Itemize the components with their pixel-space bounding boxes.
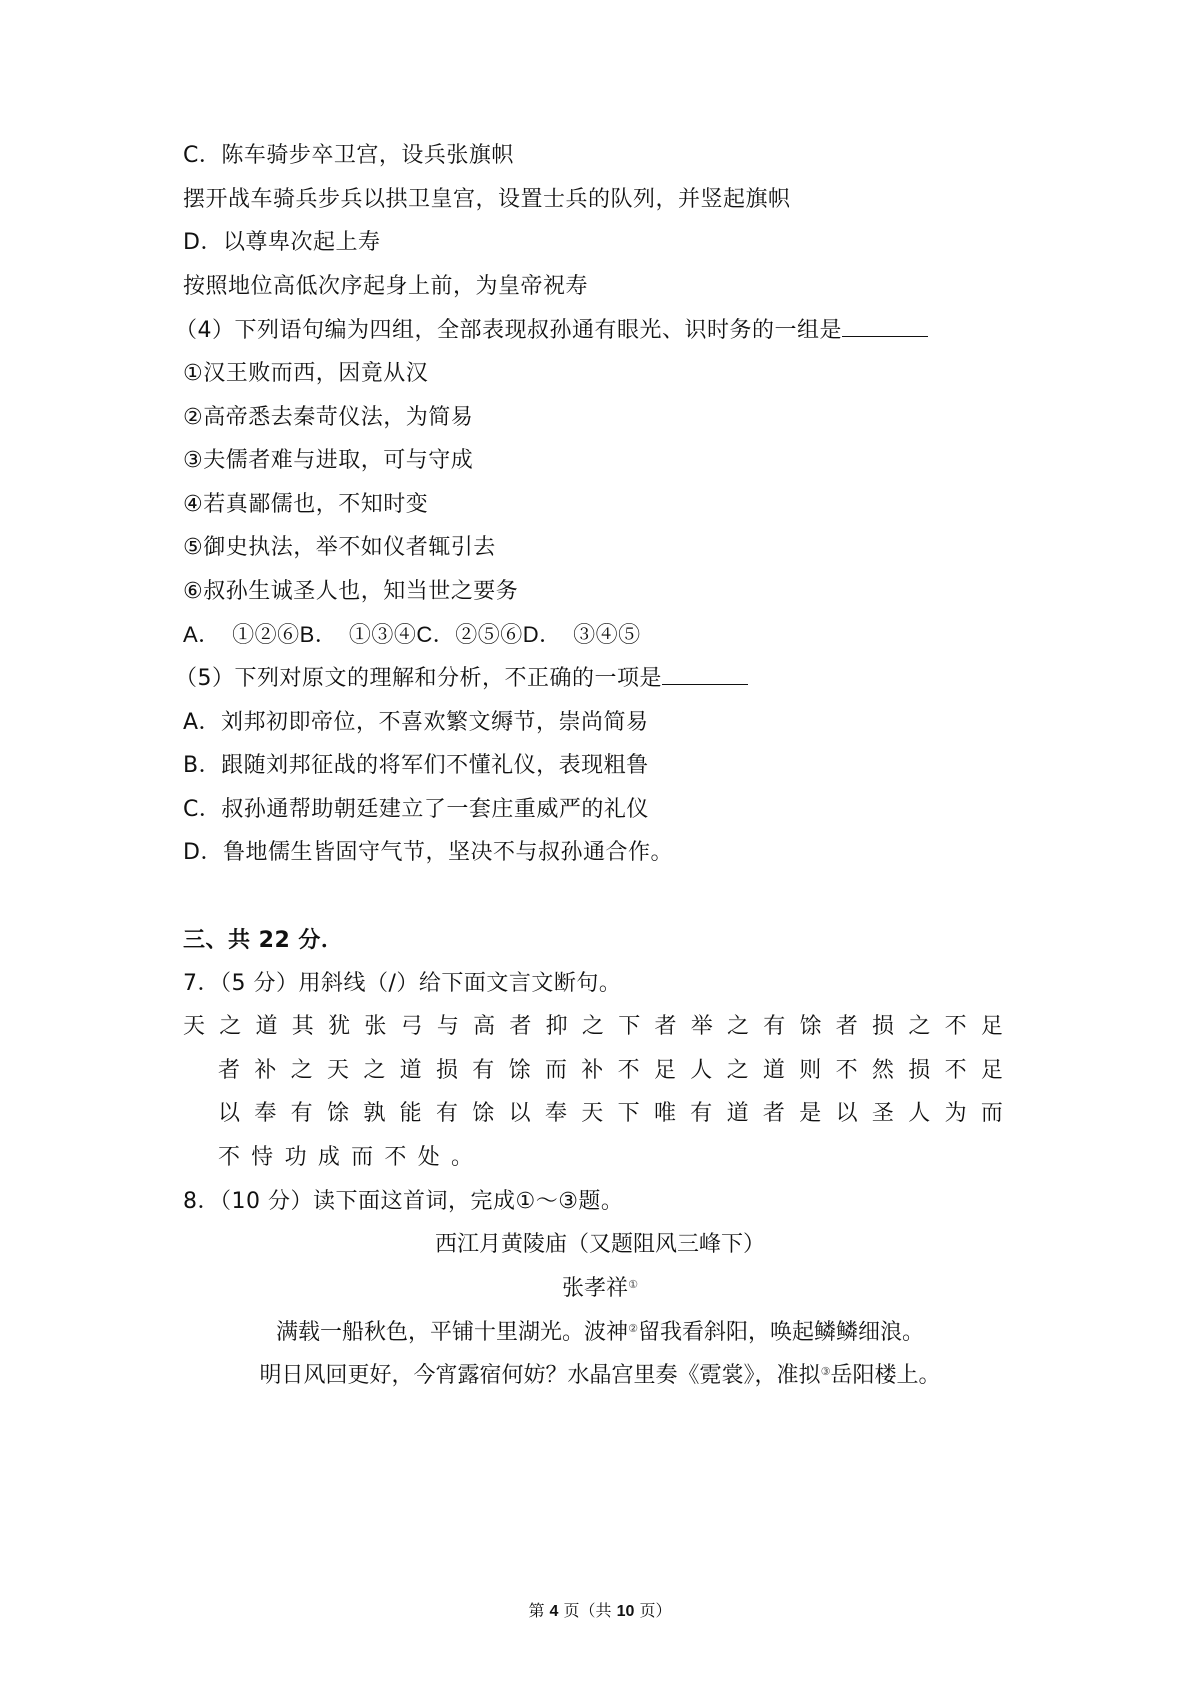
- q7-char: 有: [290, 1101, 313, 1126]
- q5-option: A．刘邦初即帝位，不喜欢繁文缛节，崇尚简易: [183, 710, 649, 735]
- q7-char: 馀: [508, 1058, 531, 1083]
- q7-char: 不: [944, 1058, 967, 1083]
- q7-char: 之: [726, 1014, 749, 1039]
- page-footer: [0, 1600, 1200, 1623]
- q4-item: ②高帝悉去秦苛仪法，为简易: [183, 405, 474, 430]
- q7-char: 之: [363, 1058, 386, 1083]
- q7-char: 足: [980, 1014, 1003, 1039]
- q7-text-line: [218, 1099, 1003, 1129]
- q7-char: 道: [255, 1014, 278, 1039]
- q7-char: 馀: [799, 1014, 822, 1039]
- poem-line-2: [0, 1361, 1200, 1391]
- q7-char: 以: [218, 1101, 241, 1126]
- q7-char: 成: [317, 1145, 340, 1170]
- q7-char: 之: [908, 1014, 931, 1039]
- q5-option: B．跟随刘邦征战的将军们不懂礼仪，表现粗鲁: [183, 753, 649, 778]
- section-title: 三、共 22 分．: [183, 928, 344, 953]
- q7-char: 之: [290, 1058, 313, 1083]
- footnote-marker: ①: [628, 1278, 638, 1291]
- q7-char: 人: [908, 1101, 931, 1126]
- q7-char: 有: [690, 1101, 713, 1126]
- q7-char: 举: [690, 1014, 713, 1039]
- q7-char: 者: [509, 1014, 532, 1039]
- q7-char: 不: [835, 1058, 858, 1083]
- q7-char: 者: [654, 1014, 677, 1039]
- q7-char: 以: [835, 1101, 858, 1126]
- poem-line-2-part-b: 岳阳楼上。: [830, 1363, 941, 1388]
- poem-line-1-part-a: 满载一船秋色，平铺十里湖光。波神: [276, 1320, 629, 1345]
- poem-author: [0, 1274, 1200, 1304]
- poem-line-1-part-b: 留我看斜阳，唤起鳞鳞细浪。: [637, 1320, 924, 1345]
- q7-char: 功: [284, 1145, 307, 1170]
- poem-line-1: [0, 1318, 1200, 1348]
- q7-char: 天: [183, 1014, 206, 1039]
- q7-char: 恃: [251, 1145, 274, 1170]
- q7-char: 能: [399, 1101, 422, 1126]
- q4-item: ③夫儒者难与进取，可与守成: [183, 448, 474, 473]
- footer-mid: 页（共: [558, 1601, 617, 1620]
- q7-char: 不: [944, 1014, 967, 1039]
- q7-text-line: [218, 1056, 1003, 1086]
- q7-char: 犹: [328, 1014, 351, 1039]
- q7-char: 不: [218, 1145, 241, 1170]
- q7-char: 是: [799, 1101, 822, 1126]
- q7-char: 而: [544, 1058, 567, 1083]
- q7-char: 奉: [254, 1101, 277, 1126]
- q7-char: 者: [218, 1058, 241, 1083]
- q7-char: 孰: [363, 1101, 386, 1126]
- q7-char: 人: [690, 1058, 713, 1083]
- q7-char: 高: [473, 1014, 496, 1039]
- q7-char: 有: [763, 1014, 786, 1039]
- q7-char: 补: [254, 1058, 277, 1083]
- q4-stem: [175, 316, 1025, 346]
- q7-char: 圣: [871, 1101, 894, 1126]
- q7-char: 以: [508, 1101, 531, 1126]
- q7-char: 足: [980, 1058, 1003, 1083]
- q4-answer-blank: [842, 316, 928, 337]
- q7-char: 唯: [653, 1101, 676, 1126]
- q7-char: 而: [351, 1145, 374, 1170]
- q7-char: 张: [364, 1014, 387, 1039]
- q7-char: 下: [617, 1101, 640, 1126]
- q4-item: ①汉王败而西，因竟从汉: [183, 361, 429, 386]
- q7-text-line: [183, 1012, 1003, 1042]
- q3-option-c-translation: 摆开战车骑兵步兵以拱卫皇宫，设置士兵的队列，并竖起旗帜: [183, 187, 791, 212]
- q3-option-d: D．以尊卑次起上寿: [183, 230, 381, 255]
- q7-char: 然: [871, 1058, 894, 1083]
- q7-char: 馀: [472, 1101, 495, 1126]
- footer-total-pages: 10: [616, 1603, 635, 1620]
- footnote-marker: ②: [628, 1322, 638, 1335]
- q7-char: 处: [417, 1145, 440, 1170]
- q5-stem: [175, 664, 1025, 694]
- q7-char: 弓: [400, 1014, 423, 1039]
- q5-stem-text: （5）下列对原文的理解和分析，不正确的一项是: [175, 666, 662, 691]
- q7-char: 之: [219, 1014, 242, 1039]
- q7-char: 其: [291, 1014, 314, 1039]
- q7-char: 奉: [544, 1101, 567, 1126]
- q7-char: 有: [435, 1101, 458, 1126]
- q4-item: ④若真鄙儒也，不知时变: [183, 492, 429, 517]
- footer-page-number: 4: [549, 1603, 559, 1620]
- q7-char: 下: [618, 1014, 641, 1039]
- q7-char: 而: [980, 1101, 1003, 1126]
- q4-stem-text: （4）下列语句编为四组，全部表现叔孙通有眼光、识时务的一组是: [175, 318, 842, 343]
- q7-char: 道: [762, 1058, 785, 1083]
- q7-text-line: [218, 1143, 473, 1173]
- q7-char: 。: [450, 1145, 473, 1170]
- q4-item: ⑥叔孙生诚圣人也，知当世之要务: [183, 579, 519, 604]
- q7-char: 不: [617, 1058, 640, 1083]
- q3-option-d-translation: 按照地位高低次序起身上前，为皇帝祝寿: [183, 274, 589, 299]
- q7-char: 道: [726, 1101, 749, 1126]
- q7-char: 之: [726, 1058, 749, 1083]
- q7-char: 足: [653, 1058, 676, 1083]
- q7-char: 则: [799, 1058, 822, 1083]
- q7-char: 补: [581, 1058, 604, 1083]
- q7-char: 与: [436, 1014, 459, 1039]
- q7-char: 之: [581, 1014, 604, 1039]
- q7-char: 天: [581, 1101, 604, 1126]
- q7-stem: 7．（5 分）用斜线（/）给下面文言文断句。: [183, 971, 622, 996]
- q7-char: 天: [326, 1058, 349, 1083]
- footnote-marker: ③: [820, 1365, 831, 1378]
- q7-char: 不: [384, 1145, 407, 1170]
- q7-char: 为: [944, 1101, 967, 1126]
- q7-char: 馀: [326, 1101, 349, 1126]
- q8-stem: 8．（10 分）读下面这首词，完成①～③题。: [183, 1189, 624, 1214]
- q7-char: 者: [835, 1014, 858, 1039]
- q5-option: D．鲁地儒生皆固守气节，坚决不与叔孙通合作。: [183, 840, 673, 865]
- q7-char: 道: [399, 1058, 422, 1083]
- q7-char: 损: [435, 1058, 458, 1083]
- footer-suffix: 页）: [634, 1601, 672, 1620]
- q7-char: 有: [472, 1058, 495, 1083]
- q7-char: 者: [762, 1101, 785, 1126]
- poem-title: 西江月黄陵庙（又题阻风三峰下）: [434, 1232, 765, 1257]
- q7-char: 抑: [545, 1014, 568, 1039]
- footer-prefix: 第: [528, 1601, 550, 1620]
- q7-char: 损: [908, 1058, 931, 1083]
- q4-options: A． ①②⑥B． ①③④C．②⑤⑥D． ③④⑤: [183, 622, 641, 647]
- q4-item: ⑤御史执法，举不如仪者辄引去: [183, 535, 496, 560]
- poem-line-2-part-a: 明日风回更好，今宵露宿何妨？水晶宫里奏《霓裳》，准拟: [259, 1363, 821, 1388]
- q7-char: 损: [872, 1014, 895, 1039]
- poem-author-name: 张孝祥: [562, 1276, 629, 1301]
- q5-option: C．叔孙通帮助朝廷建立了一套庄重威严的礼仪: [183, 797, 649, 822]
- q3-option-c: C．陈车骑步卒卫宫，设兵张旗帜: [183, 143, 514, 168]
- q5-answer-blank: [662, 664, 748, 685]
